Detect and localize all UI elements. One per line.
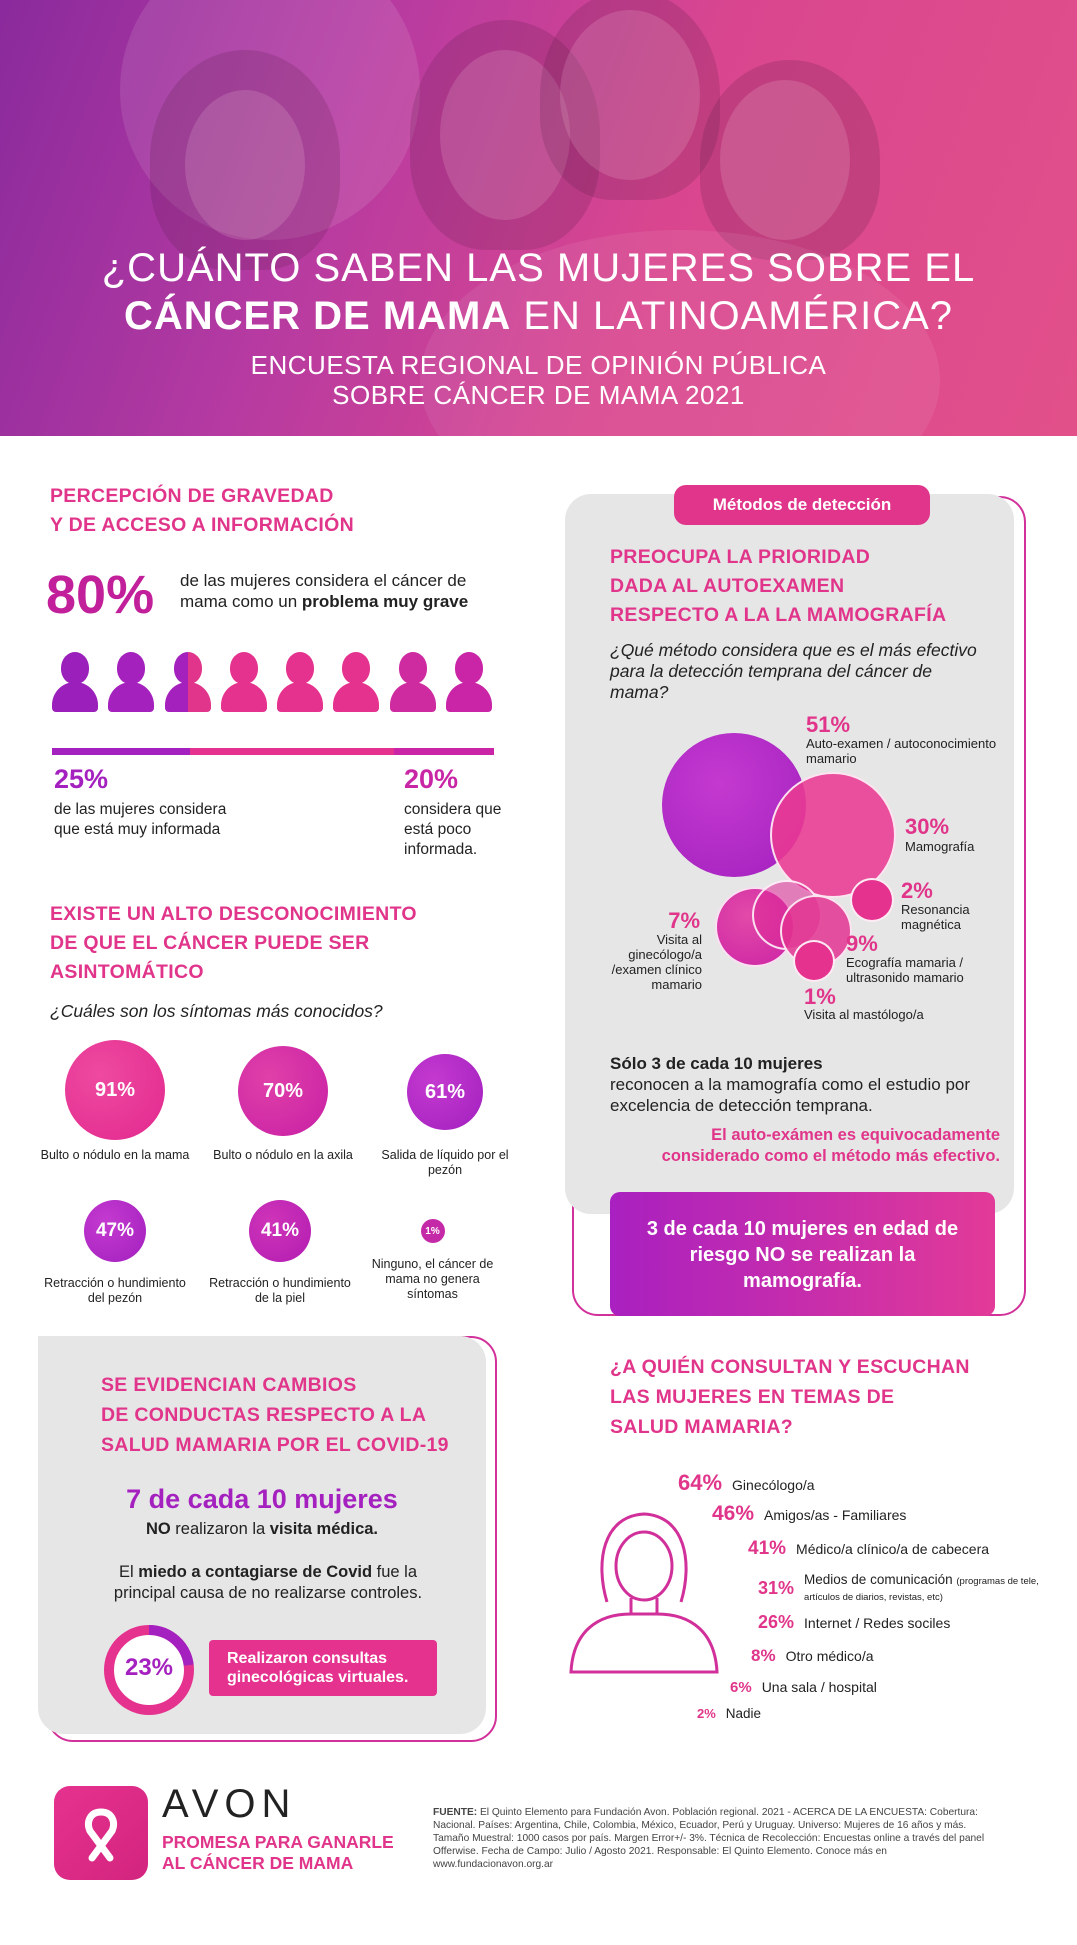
woman-icon: [277, 652, 323, 712]
main-title-bold: CÁNCER DE MAMA: [123, 294, 512, 338]
method-label: Resonancia magnética: [901, 902, 970, 932]
symptoms-question: ¿Cuáles son los síntomas más conocidos?: [50, 1001, 383, 1021]
consult-pct: 64%: [678, 1470, 723, 1495]
consult-title: ¿A QUIÉN CONSULTAN Y ESCUCHAN LAS MUJERES EN TEMAS DE SALUD MAMARIA?: [610, 1356, 970, 1438]
informed-bar-middle: [190, 748, 394, 755]
symptoms-title: EXISTE UN ALTO DESCONOCIMIENTO DE QUE EL CÁNCER PUEDE SER ASINTOMÁTICO: [50, 903, 417, 983]
woman-icon: [108, 652, 154, 712]
consult-label: Ginecólogo/a: [732, 1477, 815, 1493]
symptom-label: Bulto o nódulo en la mama: [40, 1148, 190, 1162]
consult-label: Una sala / hospital: [761, 1679, 877, 1695]
consult-label: Medios de comunicación: [804, 1572, 953, 1587]
virtual-pct: 23%: [124, 1654, 174, 1681]
method-pct: 9%: [846, 931, 878, 956]
consult-label: Médico/a clínico/a de cabecera: [796, 1541, 990, 1557]
avon-ribbon-logo: [54, 1786, 148, 1880]
poorly-informed-pct: 20%: [404, 764, 459, 794]
subtitle: ENCUESTA REGIONAL DE OPINIÓN PÚBLICA SOBRE CÁNCER DE MAMA 2021: [250, 350, 827, 410]
consult-label: Internet / Redes sociles: [804, 1615, 951, 1631]
woman-icon: [52, 652, 98, 712]
covid-subline: NO realizaron la visita médica.: [145, 1520, 379, 1538]
virtual-callout: Realizaron consultas ginecológicas virtuales.: [209, 1640, 437, 1696]
symptom-circle: 1%: [421, 1219, 445, 1243]
symptom-item: [40, 1200, 190, 1306]
consult-pct: 31%: [758, 1578, 795, 1598]
woman-icon: [390, 652, 436, 712]
method-pct: 1%: [804, 984, 836, 1009]
consult-note: (programas de tele, artículos de diarios, revistas, etc): [804, 1576, 1039, 1603]
informed-bar-20: [394, 748, 494, 755]
detection-title: PREOCUPA LA PRIORIDAD DADA AL AUTOEXAMEN RESPECTO A LA LA MAMOGRAFÍA: [610, 546, 947, 626]
symptom-circle: 70%: [238, 1046, 328, 1136]
symptom-item: [205, 1200, 355, 1306]
method-pct: 30%: [905, 814, 950, 839]
consult-item: [678, 1470, 815, 1496]
symptom-item: [40, 1040, 190, 1163]
consult-label: Amigos/as - Familiares: [764, 1507, 907, 1523]
covid-headline: 7 de cada 10 mujeres: [126, 1484, 398, 1514]
bubble-mastologo: [793, 940, 835, 982]
perception-title: PERCEPCIÓN DE GRAVEDAD Y DE ACCESO A INFORMACIÓN: [50, 485, 354, 536]
mammography-callout: 3 de cada 10 mujeres en edad de riesgo NO se realizan la mamografía.: [610, 1192, 995, 1316]
symptom-circle: 41%: [249, 1200, 311, 1262]
method-pct: 2%: [901, 878, 933, 903]
consult-pct: 6%: [730, 1679, 752, 1696]
method-pct: 7%: [668, 908, 700, 933]
detection-question: ¿Qué método considera que es el más efectivo para la detección temprana del cáncer de mama?: [610, 640, 977, 702]
woman-outline-icon: [567, 1502, 721, 1674]
symptom-circle: 47%: [84, 1200, 146, 1262]
symptom-circle: 61%: [407, 1054, 483, 1130]
women-icons-row: [52, 652, 492, 712]
method-label: Auto-examen / autoconocimiento mamario: [806, 736, 997, 766]
method-label: Ecografía mamaria / ultrasonido mamario: [846, 955, 964, 985]
big-80-text: de las mujeres considera el cáncer de mama como un problema muy grave: [180, 571, 469, 611]
detection-warning: El auto-exámen es equivocadamente considerado como el método más efectivo.: [661, 1126, 1000, 1165]
avon-brand: AVON: [162, 1782, 297, 1826]
consult-item: [730, 1679, 877, 1696]
consult-item: [697, 1706, 761, 1721]
woman-icon: [165, 652, 211, 712]
well-informed-pct: 25%: [54, 764, 109, 794]
consult-item: [751, 1646, 874, 1666]
main-title: ¿CUÁNTO SABEN LAS MUJERES SOBRE EL CÁNCER DE MAMA EN LATINOAMÉRICA?: [101, 246, 976, 338]
source-text: FUENTE: El Quinto Elemento para Fundación Avon. Población regional. 2021 - ACERCA DE LA ENCUESTA: Cobertura: Nacional. Países: Argentina, Chile, Colombia, México, Ecuador, Perú y Uruguay. Universo: Mujeres de 16 años y más. Tamaño Muestral: 1000 casos por país. Margen Error+/- 3%. Técnica de Recolección: Encuestas online a través del panel Offerwise. Fecha de Campo: Julio / Agosto 2021. Responsable: El Quinto Elemento. Conoce más en www.fundacionavon.org.ar: [433, 1807, 985, 1870]
method-pct: 51%: [806, 712, 851, 737]
consult-pct: 41%: [748, 1538, 787, 1559]
consult-label: Otro médico/a: [785, 1648, 874, 1664]
consult-pct: 46%: [712, 1502, 755, 1525]
avon-slogan: PROMESA PARA GANARLE AL CÁNCER DE MAMA: [162, 1832, 394, 1873]
big-80-pct: 80%: [46, 565, 155, 625]
hero-photo-woman-4: [720, 80, 850, 240]
covid-title: SE EVIDENCIAN CAMBIOS DE CONDUCTAS RESPECTO A LA SALUD MAMARIA POR EL COVID-19: [101, 1374, 449, 1456]
symptom-label: Retracción o hundimiento de la piel: [209, 1276, 351, 1305]
consult-label: Nadie: [725, 1706, 762, 1721]
well-informed-text: de las mujeres considera que está muy informada: [54, 801, 227, 838]
bubble-resonancia: [850, 878, 894, 922]
informed-bar-25: [52, 748, 190, 755]
symptom-label: Retracción o hundimiento del pezón: [44, 1276, 186, 1305]
covid-fear-text: El miedo a contagiarse de Covid fue la principal causa de no realizarse controles.: [113, 1563, 423, 1602]
ribbon-icon: [54, 1786, 148, 1880]
symptom-item: [370, 1219, 495, 1302]
method-label: Mamografía: [905, 839, 975, 854]
detection-tag: Métodos de detección: [674, 485, 930, 525]
detection-note: Sólo 3 de cada 10 mujeres reconocen a la mamografía como el estudio por excelencia de detección temprana.: [610, 1054, 971, 1115]
symptom-circle: 91%: [65, 1040, 165, 1140]
symptom-label: Bulto o nódulo en la axila: [213, 1148, 353, 1162]
woman-icon: [221, 652, 267, 712]
consult-item: [758, 1572, 1058, 1604]
symptom-item: [208, 1046, 358, 1163]
method-label: Visita al mastólogo/a: [804, 1007, 924, 1022]
consult-pct: 2%: [697, 1706, 716, 1721]
symptom-item: [370, 1054, 520, 1178]
symptom-label: Ninguno, el cáncer de mama no genera síntomas: [371, 1257, 494, 1301]
consult-item: [748, 1538, 989, 1560]
method-label: Visita al ginecólogo/a /examen clínico mamario: [611, 932, 702, 992]
symptom-label: Salida de líquido por el pezón: [381, 1148, 509, 1177]
woman-icon: [446, 652, 492, 712]
consult-pct: 26%: [758, 1612, 795, 1632]
consult-pct: 8%: [751, 1646, 776, 1665]
consult-item: [712, 1502, 906, 1526]
hero-photo-woman-3: [560, 10, 700, 180]
woman-icon: [333, 652, 379, 712]
poorly-informed-text: considera que está poco informada.: [404, 801, 502, 858]
consult-item: [758, 1612, 950, 1633]
